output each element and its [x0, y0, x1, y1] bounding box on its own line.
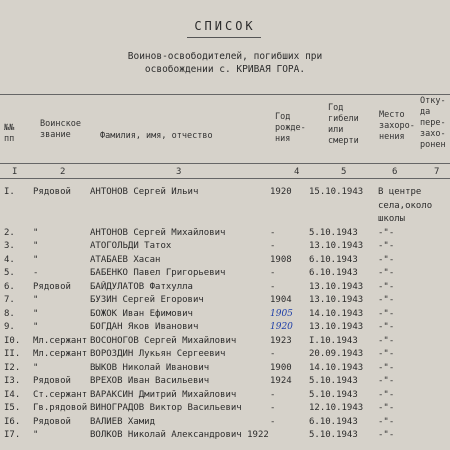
row-death-date: 13.10.1943 — [309, 281, 364, 292]
document-title: СПИСОК — [194, 19, 256, 33]
subtitle-line-1: Воинов-освободителей, погибших при — [127, 51, 323, 62]
row-number: I3. — [4, 376, 21, 386]
row-rank: Рядовой — [33, 376, 71, 386]
header-bottom-rule — [0, 178, 450, 179]
row-full-name: БУЗИН Сергей Егорович — [90, 295, 204, 305]
row-burial-place: -"- — [378, 403, 395, 413]
row-rank: Рядовой — [33, 416, 71, 427]
row-burial-place: -"- — [378, 349, 395, 359]
column-number-4: 4 — [294, 167, 300, 177]
row-birth-year: - — [270, 349, 276, 359]
row-birth-year: 1920 — [270, 322, 293, 332]
row-full-name: БАЙДУЛАТОВ Фатхулла — [90, 281, 193, 292]
row-birth-year: 1908 — [270, 254, 292, 265]
header-birth-year: Год рожде- ния — [275, 112, 306, 144]
row-burial-place: -"- — [378, 308, 395, 319]
row-birth-year: 1904 — [270, 295, 292, 305]
header-rank: Воинское звание — [40, 119, 81, 140]
row-birth-year: - — [270, 241, 276, 251]
row-number: I. — [4, 187, 15, 197]
row-number: 4. — [4, 254, 15, 265]
header-full-name: Фамилия, имя, отчество — [100, 131, 213, 141]
row-burial-place: -"- — [378, 389, 395, 400]
row-burial-place: -"- — [378, 376, 395, 386]
row-death-date: 15.10.1943 — [309, 187, 364, 197]
row-birth-year: - — [270, 281, 276, 292]
row-burial-place: -"- — [378, 241, 395, 251]
row-death-date: 6.10.1943 — [309, 416, 358, 427]
row-burial-place: села,около — [378, 200, 433, 211]
row-burial-place: В центре — [378, 187, 422, 197]
row-rank: Рядовой — [33, 187, 71, 197]
row-number: I5. — [4, 403, 21, 413]
header-mid-rule — [0, 163, 450, 164]
row-birth-year: - — [270, 403, 276, 413]
row-birth-year: - — [270, 268, 276, 278]
document-subtitle — [0, 50, 450, 76]
header-burial-place: Место захоро- нения — [379, 110, 415, 142]
row-full-name: ВОСОНОГОВ Сергей Михайлович — [90, 335, 237, 346]
row-rank: Рядовой — [33, 281, 71, 292]
row-burial-place: -"- — [378, 430, 395, 440]
column-number-3: 3 — [176, 167, 182, 177]
row-birth-year: 1900 — [270, 362, 292, 373]
row-rank: Мл.сержант — [33, 335, 88, 346]
row-number: I0. — [4, 335, 21, 346]
row-rank: " — [33, 430, 39, 440]
row-death-date: 13.10.1943 — [309, 295, 364, 305]
row-full-name: АНТОНОВ Сергей Михайлович — [90, 227, 226, 238]
row-birth-year: - — [270, 389, 276, 400]
row-burial-place: школы — [378, 214, 406, 224]
row-death-date: 20.09.1943 — [309, 349, 364, 359]
row-death-date: 12.10.1943 — [309, 403, 364, 413]
row-burial-place: -"- — [378, 335, 395, 346]
row-number: I4. — [4, 389, 21, 400]
row-burial-place: -"- — [378, 362, 395, 373]
row-rank: " — [33, 308, 39, 319]
row-rank: Ст.сержант — [33, 389, 88, 400]
row-rank: " — [33, 362, 39, 373]
row-death-date: 5.10.1943 — [309, 376, 358, 386]
row-burial-place: -"- — [378, 295, 395, 305]
row-death-date: I.10.1943 — [309, 335, 358, 346]
header-top-rule — [0, 94, 450, 95]
row-birth-year: 1924 — [270, 376, 292, 386]
row-burial-place: -"- — [378, 268, 395, 278]
row-number: 5. — [4, 268, 15, 278]
row-burial-place: -"- — [378, 416, 395, 427]
row-full-name: АТОГОЛЬДИ Татох — [90, 241, 172, 251]
row-full-name: АНТОНОВ Сергей Ильич — [90, 187, 199, 197]
row-full-name: ВОРОЗДИН Лукьян Сергеевич — [90, 349, 226, 359]
row-rank: Мл.сержант — [33, 349, 88, 359]
row-death-date: 5.10.1943 — [309, 227, 358, 238]
row-full-name: БОЖОК Иван Ефимович — [90, 308, 193, 319]
column-number-6: 6 — [392, 167, 398, 177]
row-number: I6. — [4, 416, 21, 427]
column-number-7: 7 — [434, 167, 440, 177]
row-burial-place: -"- — [378, 322, 395, 332]
subtitle-line-2: освобождении с. КРИВАЯ ГОРА. — [144, 64, 306, 75]
row-full-name: АТАБАЕВ Хасан — [90, 254, 161, 265]
row-burial-place: -"- — [378, 227, 395, 238]
row-number: 9. — [4, 322, 15, 332]
row-full-name: ВАРАКСИН Дмитрий Михайлович — [90, 389, 237, 400]
row-birth-year: 1923 — [270, 335, 292, 346]
row-number: I7. — [4, 430, 21, 440]
row-rank: " — [33, 295, 39, 305]
row-number: 6. — [4, 281, 15, 292]
row-birth-year: - — [270, 227, 276, 238]
row-number: 3. — [4, 241, 15, 251]
row-number: I2. — [4, 362, 21, 373]
row-full-name: ВАЛИЕВ Хамид — [90, 416, 156, 427]
row-full-name: ВРЕХОВ Иван Васильевич — [90, 376, 210, 386]
title-underline — [187, 37, 261, 38]
row-rank: - — [33, 268, 39, 278]
row-birth-year: 1920 — [270, 187, 292, 197]
row-full-name: ВОЛКОВ Николай Александрович 1922 — [90, 430, 269, 440]
row-full-name: БАБЕНКО Павел Григорьевич — [90, 268, 226, 278]
row-death-date: 5.10.1943 — [309, 389, 358, 400]
header-death-year: Год гибели или смерти — [328, 103, 359, 146]
row-burial-place: -"- — [378, 281, 395, 292]
row-rank: " — [33, 227, 39, 238]
header-number: №№ пп — [4, 123, 15, 144]
row-death-date: 6.10.1943 — [309, 254, 358, 265]
row-birth-year: 1905 — [270, 308, 293, 319]
column-number-2: 2 — [60, 167, 66, 177]
row-rank: " — [33, 254, 39, 265]
row-death-date: 13.10.1943 — [309, 241, 364, 251]
row-burial-place: -"- — [378, 254, 395, 265]
row-death-date: 14.10.1943 — [309, 362, 364, 373]
header-reburial-origin: Отку- да пере- захо- ронен — [420, 96, 446, 150]
row-number: II. — [4, 349, 21, 359]
row-death-date: 6.10.1943 — [309, 268, 358, 278]
column-number-5: 5 — [341, 167, 347, 177]
row-number: 8. — [4, 308, 15, 319]
row-death-date: 14.10.1943 — [309, 308, 364, 319]
row-death-date: 5.10.1943 — [309, 430, 358, 440]
row-death-date: 13.10.1943 — [309, 322, 364, 332]
table-row — [0, 427, 450, 444]
row-full-name: БОГДАН Яков Иванович — [90, 322, 199, 332]
row-number: 7. — [4, 295, 15, 305]
row-rank: Гв.рядовой — [33, 403, 88, 413]
row-rank: " — [33, 241, 39, 251]
row-full-name: ВЫКОВ Николай Иванович — [90, 362, 210, 373]
row-full-name: ВИНОГРАДОВ Виктор Васильевич — [90, 403, 242, 413]
row-number: 2. — [4, 227, 15, 238]
column-number-1: I — [12, 167, 18, 177]
row-rank: " — [33, 322, 39, 332]
row-birth-year: - — [270, 416, 276, 427]
